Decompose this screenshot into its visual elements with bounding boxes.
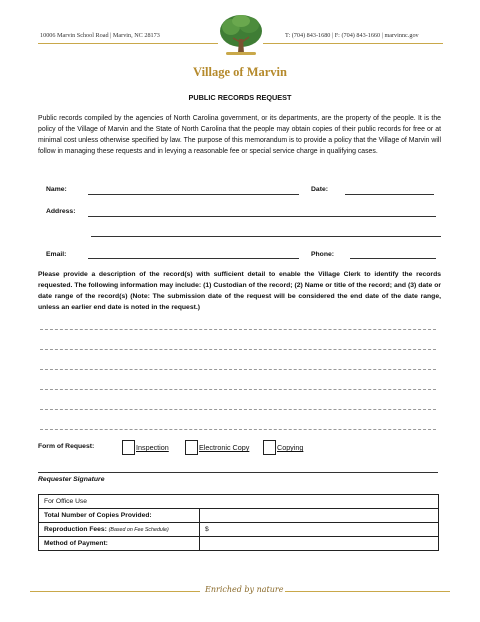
electronic-copy-checkbox[interactable] [185, 440, 198, 455]
intro-paragraph: Public records compiled by the agencies of North Carolina government, or its departments, are the property of the people. It is the policy of the Village of Marvin and the State of North Carolina that the people may obtain copies of their public records for free or at minimal cost unless otherwise specified by law. The purpose of this memorandum is to provide a policy that the Village of Marvin will follow in managing these requests and in levying a reasonable fee or special service charge in qualifying cases. [38, 115, 441, 156]
description-line[interactable] [40, 329, 436, 330]
phone-label: Phone: [311, 251, 335, 258]
description-line[interactable] [40, 409, 436, 410]
office-use-table [38, 494, 439, 551]
inspection-option-label[interactable]: Inspection [136, 443, 169, 452]
signature-field[interactable] [38, 472, 438, 473]
copies-label: Total Number of Copies Provided: [39, 509, 200, 523]
office-use-heading: For Office Use [39, 495, 439, 509]
header-rule-right [263, 43, 443, 44]
description-line[interactable] [40, 369, 436, 370]
office-use-heading-row [39, 495, 439, 509]
fees-value[interactable] [200, 523, 439, 537]
payment-label: Method of Payment: [39, 537, 200, 551]
date-field[interactable] [345, 194, 434, 195]
payment-value[interactable] [200, 537, 439, 551]
footer-rule-right [285, 591, 450, 592]
description-line[interactable] [40, 429, 436, 430]
fees-label: Reproduction Fees: (Based on Fee Schedule) [39, 523, 200, 537]
header-contact: T: (704) 843-1680 | F: (704) 843-1660 | marvinnc.gov [285, 32, 419, 39]
copies-value[interactable] [200, 509, 439, 523]
signature-label: Requester Signature [38, 476, 105, 483]
name-field[interactable] [88, 194, 299, 195]
village-oak-tree-logo [218, 13, 264, 61]
description-line[interactable] [40, 389, 436, 390]
form-of-request-label: Form of Request: [38, 443, 95, 450]
inspection-checkbox[interactable] [122, 440, 135, 455]
electronic-copy-option-label[interactable]: Electronic Copy [199, 443, 250, 452]
description-line[interactable] [40, 349, 436, 350]
description-instructions: Please provide a description of the record(s) with sufficient detail to enable the Village Clerk to identify the records requested. The following information may include: (1) Custodian of the record; (2) Name or title of the record; and (3) date or date range of the record(s) (Note: The submission date of the request will be considered the end date of the date range, unless an earlier end date is noted in the request.) [38, 271, 441, 311]
address-label: Address: [46, 208, 76, 215]
address-field-line-1[interactable] [88, 216, 436, 217]
header-rule-left [38, 43, 218, 44]
fees-row [39, 523, 439, 537]
date-label: Date: [311, 186, 328, 193]
copying-checkbox[interactable] [263, 440, 276, 455]
form-title: PUBLIC RECORDS REQUEST [188, 93, 292, 102]
fees-currency: $ [205, 526, 209, 533]
footer-tagline: Enriched by nature [205, 585, 284, 594]
phone-field[interactable] [350, 258, 436, 259]
name-label: Name: [46, 186, 67, 193]
payment-row [39, 537, 439, 551]
header-address: 10006 Marvin School Road | Marvin, NC 28173 [40, 32, 160, 39]
address-field-line-2[interactable] [91, 236, 441, 237]
village-name: Village of Marvin [193, 65, 287, 79]
email-label: Email: [46, 251, 67, 258]
email-field[interactable] [88, 258, 299, 259]
fees-note: (Based on Fee Schedule) [108, 527, 169, 533]
copies-row [39, 509, 439, 523]
copying-option-label[interactable]: Copying [277, 443, 304, 452]
footer-rule-left [30, 591, 200, 592]
